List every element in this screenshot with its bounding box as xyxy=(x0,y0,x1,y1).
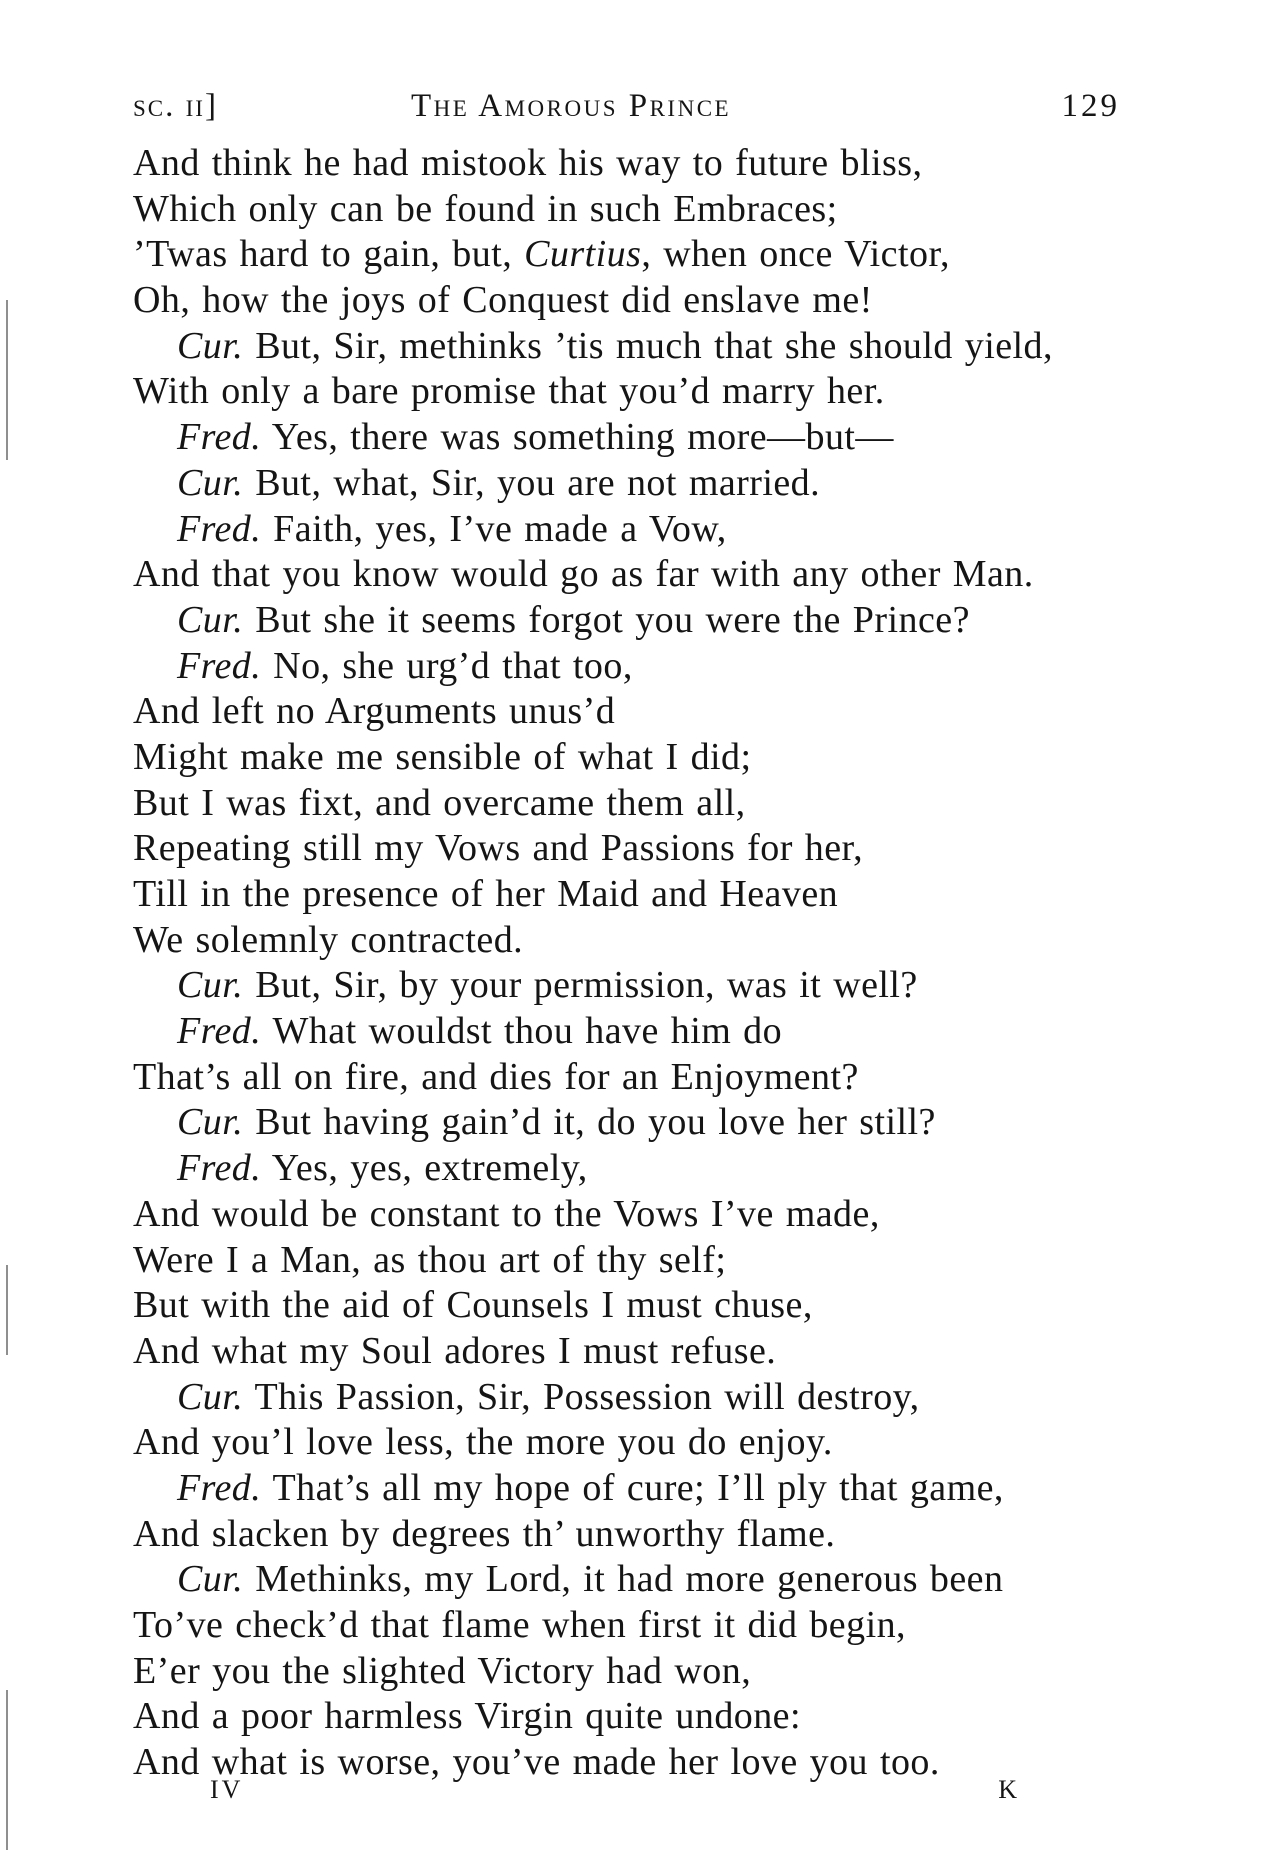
line-text: But with the aid of Counsels I must chuse, xyxy=(133,1284,813,1327)
verse-line xyxy=(133,369,1133,415)
page-number: 129 xyxy=(1061,88,1120,124)
verse-line xyxy=(133,735,1133,781)
verse-line xyxy=(133,689,1133,735)
verse-line xyxy=(133,918,1133,964)
line-text: ’Twas hard to gain, but, Curtius, when once Victor, xyxy=(133,233,950,276)
verse-line xyxy=(133,1283,1133,1329)
scan-edge-shadow xyxy=(6,1265,8,1355)
speaker-name: Fred. xyxy=(177,416,262,459)
verse-line xyxy=(133,781,1133,827)
line-text: No, she urg’d that too, xyxy=(273,644,633,687)
verse-line xyxy=(133,1466,1133,1512)
verse-line xyxy=(133,1100,1133,1146)
verse-line xyxy=(133,963,1133,1009)
line-text: Might make me sensible of what I did; xyxy=(133,735,752,778)
line-text: But having gain’d it, do you love her still? xyxy=(255,1101,936,1144)
verse-line xyxy=(133,1375,1133,1421)
running-header xyxy=(133,78,1130,128)
speaker-name: Cur. xyxy=(177,461,244,504)
scan-edge-shadow xyxy=(6,300,8,460)
speaker-name: Fred. xyxy=(177,1010,262,1053)
speaker-name: Cur. xyxy=(177,1375,244,1418)
gathering-mark: K xyxy=(998,1775,1020,1804)
line-text: What wouldst thou have him do xyxy=(272,1010,783,1053)
line-text: But she it seems forgot you were the Prince? xyxy=(255,598,970,641)
verse-line xyxy=(133,1512,1133,1558)
verse-line xyxy=(133,1329,1133,1375)
speaker-name: Cur. xyxy=(177,1101,244,1144)
line-text: And what is worse, you’ve made her love you too. xyxy=(133,1741,940,1784)
verse-line xyxy=(133,278,1133,324)
play-text xyxy=(133,141,1133,1786)
verse-line xyxy=(133,1420,1133,1466)
speaker-name: Cur. xyxy=(177,598,244,641)
line-text: Faith, yes, I’ve made a Vow, xyxy=(273,507,727,550)
line-text: This Passion, Sir, Possession will destroy, xyxy=(254,1375,920,1418)
speaker-name: Cur. xyxy=(177,1558,244,1601)
verse-line xyxy=(133,644,1133,690)
verse-line xyxy=(133,187,1133,233)
verse-line xyxy=(133,1009,1133,1055)
verse-line xyxy=(133,1146,1133,1192)
speaker-name: Cur. xyxy=(177,324,244,367)
line-text: And a poor harmless Virgin quite undone: xyxy=(133,1695,802,1738)
line-text: But, Sir, by your permission, was it well? xyxy=(255,964,918,1007)
line-text: Methinks, my Lord, it had more generous been xyxy=(255,1558,1004,1601)
line-text: And that you know would go as far with any other Man. xyxy=(133,553,1034,596)
line-text: Repeating still my Vows and Passions for her, xyxy=(133,827,864,870)
speaker-name: Fred. xyxy=(177,507,262,550)
speaker-name: Fred. xyxy=(177,644,262,687)
speaker-name: Fred. xyxy=(177,1147,262,1190)
verse-line xyxy=(133,141,1133,187)
verse-line xyxy=(133,461,1133,507)
verse-line xyxy=(133,598,1133,644)
verse-line xyxy=(133,872,1133,918)
verse-line xyxy=(133,324,1133,370)
line-text: And left no Arguments unus’d xyxy=(133,690,616,733)
line-text: Yes, there was something more—but— xyxy=(271,416,894,459)
line-text: But, Sir, methinks ’tis much that she should yield, xyxy=(255,324,1053,367)
verse-line xyxy=(133,1557,1133,1603)
line-text: And slacken by degrees th’ unworthy flame. xyxy=(133,1512,836,1555)
verse-line xyxy=(133,1192,1133,1238)
line-text: Till in the presence of her Maid and Heaven xyxy=(133,873,839,915)
verse-line xyxy=(133,1694,1133,1740)
line-text: But I was fixt, and overcame them all, xyxy=(133,781,746,824)
speaker-name: Cur. xyxy=(177,964,244,1007)
page-footer xyxy=(210,1775,1020,1815)
line-text: But, what, Sir, you are not married. xyxy=(255,461,821,504)
verse-line xyxy=(133,415,1133,461)
verse-line xyxy=(133,826,1133,872)
verse-line xyxy=(133,1603,1133,1649)
scan-edge-shadow xyxy=(6,1690,8,1850)
verse-line xyxy=(133,1238,1133,1284)
line-text: We solemnly contracted. xyxy=(133,918,524,961)
line-text: That’s all on fire, and dies for an Enjoyment? xyxy=(133,1055,859,1098)
scene-marker: sc. ii] xyxy=(133,88,218,124)
line-text: Were I a Man, as thou art of thy self; xyxy=(133,1238,727,1281)
speaker-name: Fred. xyxy=(177,1466,262,1509)
line-text: And think he had mistook his way to future bliss, xyxy=(133,142,923,184)
line-text: Which only can be found in such Embraces; xyxy=(133,187,838,230)
line-text: E’er you the slighted Victory had won, xyxy=(133,1649,752,1692)
volume-signature: IV xyxy=(210,1775,244,1804)
line-text: To’ve check’d that flame when first it did begin, xyxy=(133,1604,906,1646)
running-title: The Amorous Prince xyxy=(411,88,732,124)
line-text: Yes, yes, extremely, xyxy=(271,1147,588,1190)
line-text: With only a bare promise that you’d marry her. xyxy=(133,370,885,413)
line-text: And what my Soul adores I must refuse. xyxy=(133,1329,777,1372)
verse-line xyxy=(133,1055,1133,1101)
verse-line xyxy=(133,552,1133,598)
verse-line xyxy=(133,507,1133,553)
verse-line xyxy=(133,232,1133,278)
line-text: Oh, how the joys of Conquest did enslave me! xyxy=(133,279,873,322)
line-text: And would be constant to the Vows I’ve made, xyxy=(133,1192,880,1235)
verse-line xyxy=(133,1649,1133,1695)
line-text: And you’l love less, the more you do enjoy. xyxy=(133,1421,833,1464)
line-text: That’s all my hope of cure; I’ll ply that game, xyxy=(272,1466,1004,1509)
